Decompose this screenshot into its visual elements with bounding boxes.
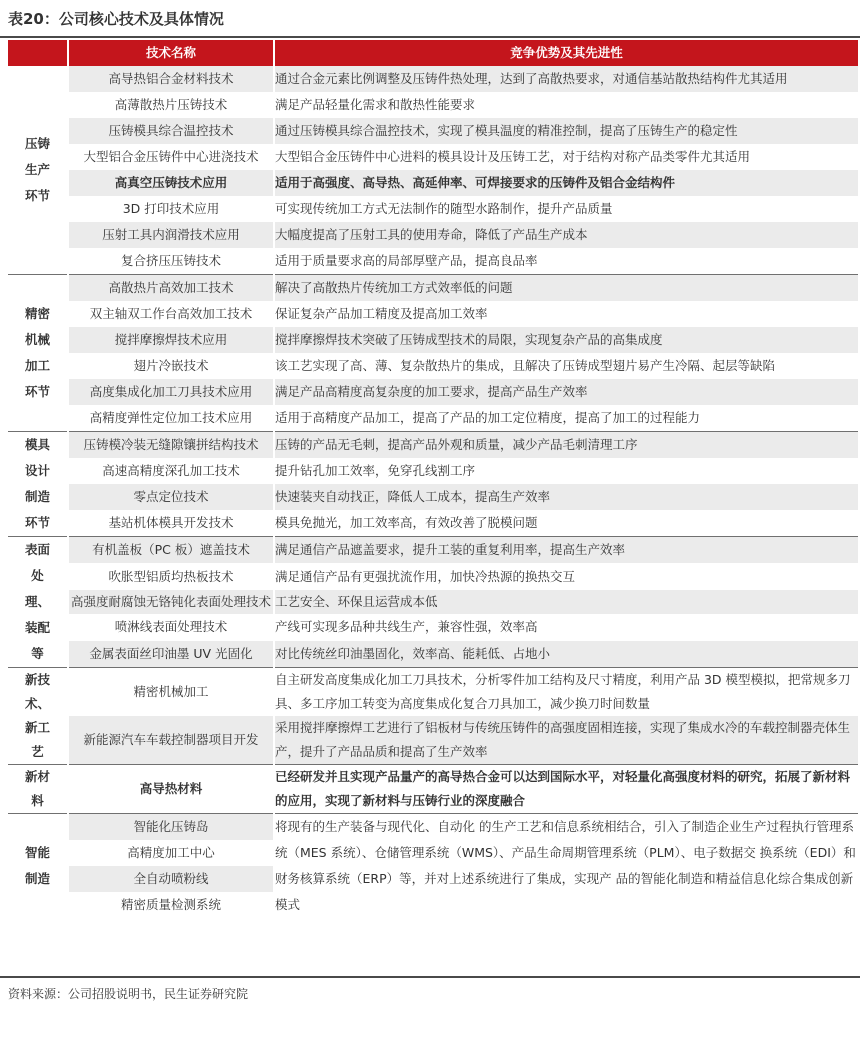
tech-name-cell: 高散热片高效加工技术 bbox=[68, 275, 274, 302]
category-cell: 压铸 生产 环节 bbox=[8, 66, 68, 275]
advantage-cell: 适用于高强度、高导热、高延伸率、可焊接要求的压铸件及铝合金结构件 bbox=[274, 170, 858, 196]
tech-name-cell: 有机盖板（PC 板）遮盖技术 bbox=[68, 537, 274, 564]
tech-name-cell: 翅片冷嵌技术 bbox=[68, 353, 274, 379]
header-tech: 技术名称 bbox=[68, 40, 274, 66]
header-row bbox=[8, 40, 858, 66]
tech-name-cell: 精密质量检测系统 bbox=[68, 892, 274, 918]
tech-name-cell: 大型铝合金压铸件中心进浇技术 bbox=[68, 144, 274, 170]
advantage-cell: 提升钻孔加工效率，免穿孔线割工序 bbox=[274, 458, 858, 484]
table-row bbox=[8, 66, 858, 92]
table-row bbox=[8, 170, 858, 196]
tech-name-cell: 全自动喷粉线 bbox=[68, 866, 274, 892]
advantage-cell: 满足产品轻量化需求和散热性能要求 bbox=[274, 92, 858, 118]
category-cell: 模具 设计 制造 环节 bbox=[8, 432, 68, 537]
advantage-cell: 快速装夹自动找正，降低人工成本，提高生产效率 bbox=[274, 484, 858, 510]
tech-name-cell: 高速高精度深孔加工技术 bbox=[68, 458, 274, 484]
tech-name-cell: 零点定位技术 bbox=[68, 484, 274, 510]
advantage-cell: 通过合金元素比例调整及压铸件热处理，达到了高散热要求，对通信基站散热结构件尤其适用 bbox=[274, 66, 858, 92]
advantage-cell: 通过压铸模具综合温控技术，实现了模具温度的精准控制，提高了压铸生产的稳定性 bbox=[274, 118, 858, 144]
advantage-cell: 适用于质量要求高的局部厚壁产品，提高良品率 bbox=[274, 248, 858, 275]
table-row bbox=[8, 510, 858, 537]
table-row bbox=[8, 668, 858, 717]
tech-name-cell: 高精度弹性定位加工技术应用 bbox=[68, 405, 274, 432]
tech-name-cell: 搅拌摩擦焊技术应用 bbox=[68, 327, 274, 353]
table-row bbox=[8, 144, 858, 170]
source-note: 资料来源：公司招股说明书，民生证券研究院 bbox=[8, 987, 249, 1001]
table-row bbox=[8, 458, 858, 484]
advantage-cell: 压铸的产品无毛刺，提高产品外观和质量，减少产品毛刺清理工序 bbox=[274, 432, 858, 459]
table-row bbox=[8, 484, 858, 510]
tech-name-cell: 高导热铝合金材料技术 bbox=[68, 66, 274, 92]
tech-name-cell: 精密机械加工 bbox=[68, 668, 274, 717]
table-row bbox=[8, 92, 858, 118]
tech-name-cell: 高度集成化加工刀具技术应用 bbox=[68, 379, 274, 405]
table-row bbox=[8, 405, 858, 432]
tech-name-cell: 高强度耐腐蚀无铬钝化表面处理技术 bbox=[68, 590, 274, 614]
advantage-cell: 对比传统丝印油墨固化，效率高、能耗低、占地小 bbox=[274, 641, 858, 668]
tech-name-cell: 智能化压铸岛 bbox=[68, 814, 274, 841]
advantage-cell: 大幅度提高了压射工具的使用寿命，降低了产品生产成本 bbox=[274, 222, 858, 248]
table-row bbox=[8, 590, 858, 614]
tech-name-cell: 新能源汽车车载控制器项目开发 bbox=[68, 716, 274, 765]
table-row bbox=[8, 353, 858, 379]
tech-name-cell: 双主轴双工作台高效加工技术 bbox=[68, 301, 274, 327]
header-category bbox=[8, 40, 68, 66]
tech-name-cell: 高薄散热片压铸技术 bbox=[68, 92, 274, 118]
table-row bbox=[8, 118, 858, 144]
advantage-cell: 适用于高精度产品加工，提高了产品的加工定位精度，提高了加工的过程能力 bbox=[274, 405, 858, 432]
tech-name-cell: 高导热材料 bbox=[68, 765, 274, 814]
tech-name-cell: 基站机体模具开发技术 bbox=[68, 510, 274, 537]
category-cell: 新材 料 bbox=[8, 765, 68, 814]
advantage-cell: 解决了高散热片传统加工方式效率低的问题 bbox=[274, 275, 858, 302]
header-adv: 竞争优势及其先进性 bbox=[274, 40, 858, 66]
table-row bbox=[8, 248, 858, 275]
table-row bbox=[8, 614, 858, 640]
table-row bbox=[8, 537, 858, 564]
category-cell: 表面 处 理、 装配 等 bbox=[8, 537, 68, 668]
table-row bbox=[8, 563, 858, 589]
advantage-cell: 满足产品高精度高复杂度的加工要求，提高产品生产效率 bbox=[274, 379, 858, 405]
table-row bbox=[8, 327, 858, 353]
tech-name-cell: 金属表面丝印油墨 UV 光固化 bbox=[68, 641, 274, 668]
table-row bbox=[8, 641, 858, 668]
advantage-cell: 满足通信产品遮盖要求，提升工装的重复利用率，提高生产效率 bbox=[274, 537, 858, 564]
tech-name-cell: 复合挤压压铸技术 bbox=[68, 248, 274, 275]
advantage-cell: 该工艺实现了高、薄、复杂散热片的集成，且解决了压铸成型翅片易产生冷隔、起层等缺陷 bbox=[274, 353, 858, 379]
advantage-cell: 工艺安全、环保且运营成本低 bbox=[274, 590, 858, 614]
advantage-cell: 已经研发并且实现产品量产的高导热合金可以达到国际水平，对轻量化高强度材料的研究，拓展了新材料的应用，实现了新材料与压铸行业的深度融合 bbox=[274, 765, 858, 814]
advantage-cell: 采用搅拌摩擦焊工艺进行了铝板材与传统压铸件的高强度固相连接，实现了集成水冷的车载控制器壳体生产，提升了产品品质和提高了生产效率 bbox=[274, 716, 858, 765]
title-rule bbox=[0, 36, 860, 38]
table-row bbox=[8, 301, 858, 327]
table-row bbox=[8, 379, 858, 405]
advantage-cell: 自主研发高度集成化加工刀具技术，分析零件加工结构及尺寸精度，利用产品 3D 模型模拟，把常规多刀具、多工序加工转变为高度集成化复合刀具加工，减少换刀时间数量 bbox=[274, 668, 858, 717]
tech-name-cell: 压铸模具综合温控技术 bbox=[68, 118, 274, 144]
category-cell: 智能 制造 bbox=[8, 814, 68, 919]
core-tech-table bbox=[8, 40, 858, 918]
tech-name-cell: 喷淋线表面处理技术 bbox=[68, 614, 274, 640]
tech-name-cell: 吹胀型铝质均热板技术 bbox=[68, 563, 274, 589]
table-row bbox=[8, 275, 858, 302]
tech-name-cell: 高精度加工中心 bbox=[68, 840, 274, 866]
table-body bbox=[8, 66, 858, 918]
advantage-cell: 产线可实现多品种共线生产，兼容性强，效率高 bbox=[274, 614, 858, 640]
table-row bbox=[8, 814, 858, 841]
table-title: 表20：公司核心技术及具体情况 bbox=[8, 10, 224, 28]
tech-name-cell: 高真空压铸技术应用 bbox=[68, 170, 274, 196]
table-row bbox=[8, 222, 858, 248]
advantage-cell: 保证复杂产品加工精度及提高加工效率 bbox=[274, 301, 858, 327]
advantage-cell: 将现有的生产装备与现代化、自动化 的生产工艺和信息系统相结合，引入了制造企业生产过程执行管理系统（MES 系统）、仓储管理系统（WMS）、产品生命周期管理系统（PLM）、电子数据交 换系统（EDI）和财务核算系统（ERP）等，并对上述系统进行了集成，实现产 品的智能化制造和精益信息化综合集成创新模式 bbox=[274, 814, 858, 919]
table-row bbox=[8, 765, 858, 814]
category-cell: 新技 术、 新工 艺 bbox=[8, 668, 68, 765]
advantage-cell: 大型铝合金压铸件中心进料的模具设计及压铸工艺，对于结构对称产品类零件尤其适用 bbox=[274, 144, 858, 170]
category-cell: 精密 机械 加工 环节 bbox=[8, 275, 68, 432]
tech-name-cell: 压射工具内润滑技术应用 bbox=[68, 222, 274, 248]
tech-name-cell: 3D 打印技术应用 bbox=[68, 196, 274, 222]
advantage-cell: 搅拌摩擦焊技术突破了压铸成型技术的局限，实现复杂产品的高集成度 bbox=[274, 327, 858, 353]
table-row bbox=[8, 196, 858, 222]
advantage-cell: 可实现传统加工方式无法制作的随型水路制作，提升产品质量 bbox=[274, 196, 858, 222]
table-row bbox=[8, 432, 858, 459]
bottom-rule bbox=[0, 976, 860, 978]
advantage-cell: 满足通信产品有更强扰流作用，加快冷热源的换热交互 bbox=[274, 563, 858, 589]
advantage-cell: 模具免抛光，加工效率高，有效改善了脱模问题 bbox=[274, 510, 858, 537]
table-row bbox=[8, 716, 858, 765]
tech-name-cell: 压铸模冷装无缝隙镶拼结构技术 bbox=[68, 432, 274, 459]
